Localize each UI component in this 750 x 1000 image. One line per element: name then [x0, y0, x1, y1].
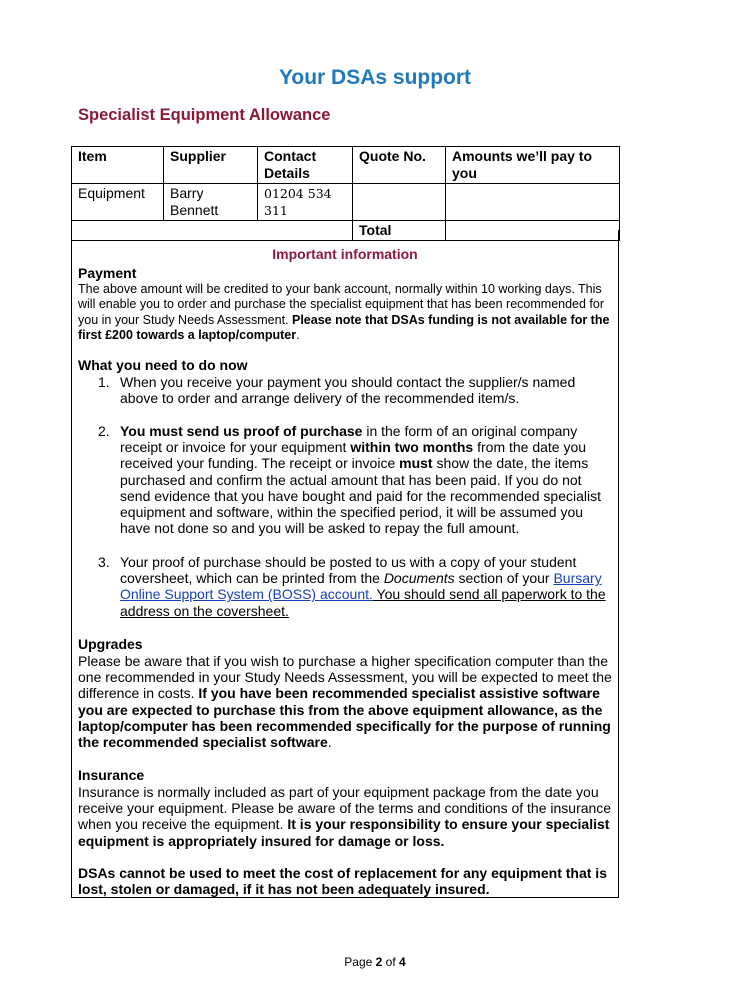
table-header-row [72, 147, 620, 184]
important-info-title: Important information [272, 246, 418, 262]
item-text: You must send us proof of purchase in the form of an original company receipt or invoice for your equipment within two months from the date you received your funding. The receipt or invoice must show the date, the items purchased and confirm the actual amount that has been paid. If you do not send evidence that you have bought and paid for the recommended specialist equipment and software, within the specified period, it will be assumed you have not done so and you will be asked to repay the full amount. [120, 423, 601, 537]
page-number: Page 2 of 4 [344, 955, 406, 969]
item-number: 2. [98, 423, 110, 439]
cell-quote [353, 184, 446, 221]
insurance-text: Insurance is normally included as part of your equipment package from the date you receive your equipment. Please be aware of the terms and conditions of the insurance when you receive the equipment. It is your responsibility to ensure your specialist equipment is appropriately insured for damage or loss. [78, 784, 612, 849]
insurance-warning: DSAs cannot be used to meet the cost of replacement for any equipment that is lost, stolen or damaged, if it has not been adequately insured. [78, 865, 607, 898]
todo-item-3 [98, 554, 613, 619]
payment-heading: Payment [78, 265, 137, 281]
total-label: Total [353, 221, 446, 241]
item-number: 1. [98, 374, 110, 390]
cell-item: Equipment [72, 184, 164, 221]
upgrades-section [78, 636, 615, 750]
cell-contact: 01204 534 311 [258, 184, 353, 221]
payment-text: The above amount will be credited to your bank account, normally within 10 working days. This will enable you to order and purchase the specialist equipment that has been recommended for you in your Study Needs Assessment. Please note that DSAs funding is not available for the first £200 towards a laptop/computer. [78, 282, 610, 343]
header-quote-no: Quote No. [353, 147, 446, 184]
upgrades-heading: Upgrades [78, 636, 143, 652]
boss-account-link[interactable]: Bursary Online Support System (BOSS) account. [120, 570, 602, 603]
item-number: 3. [98, 554, 110, 570]
todo-heading: What you need to do now [78, 357, 248, 373]
todo-item-1 [98, 374, 613, 406]
header-contact-details: Contact Details [258, 147, 353, 184]
document-title: Your DSAs support [278, 66, 472, 89]
upgrades-text: Please be aware that if you wish to purchase a higher specification computer than the one recommended in your Study Needs Assessment, you will be expected to meet the difference in costs. If you have been recommended specialist assistive software you are expected to purchase this from the above equipment allowance, as the laptop/computer has been recommended specifically for the purpose of running the recommended specialist software. [78, 653, 612, 751]
cell-supplier: Barry Bennett [164, 184, 258, 221]
equipment-table [71, 146, 620, 241]
cell-amount [446, 184, 620, 221]
payment-section [78, 265, 615, 344]
header-amounts: Amounts we’ll pay to you [446, 147, 620, 184]
section-title: Specialist Equipment Allowance [78, 106, 331, 124]
header-supplier: Supplier [164, 147, 258, 184]
table-row [72, 184, 620, 221]
todo-item-2 [98, 423, 613, 536]
insurance-heading: Insurance [78, 767, 145, 783]
header-item: Item [72, 147, 164, 184]
item-text: When you receive your payment you should contact the supplier/s named above to order and arrange delivery of the recommended item/s. [120, 374, 576, 407]
insurance-section [78, 767, 615, 849]
item-text: Your proof of purchase should be posted to us with a copy of your student coversheet, which can be printed from the Documents section of your Bursary Online Support System (BOSS) account. You should send all paperwork to the address on the coversheet. [120, 554, 606, 619]
